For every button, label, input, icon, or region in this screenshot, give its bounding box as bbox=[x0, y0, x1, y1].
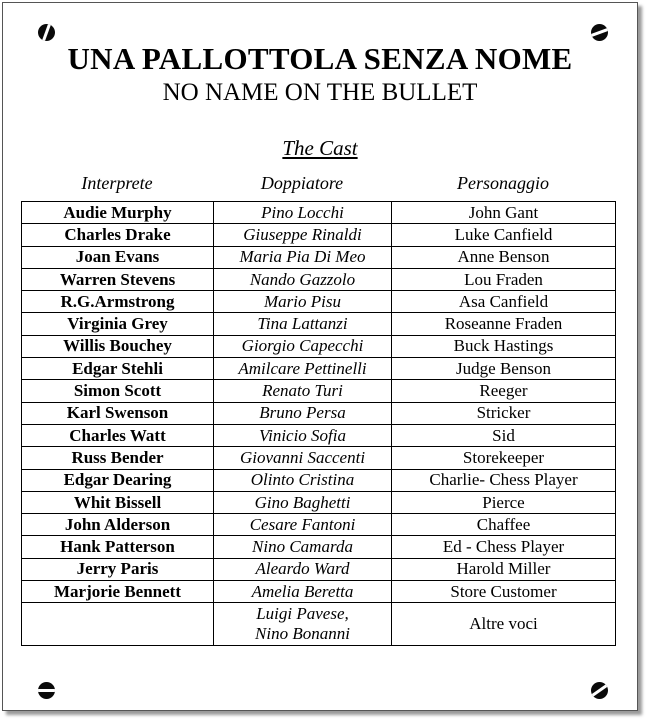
table-row bbox=[22, 313, 616, 335]
actor-cell: Edgar Stehli bbox=[22, 358, 214, 380]
voice-actor-cell: Amelia Beretta bbox=[214, 581, 392, 603]
table-row bbox=[22, 536, 616, 558]
table-row bbox=[22, 335, 616, 357]
character-cell: Luke Canfield bbox=[392, 224, 616, 246]
voice-actor-cell: Cesare Fantoni bbox=[214, 514, 392, 536]
character-cell: Charlie- Chess Player bbox=[392, 469, 616, 491]
voice-actor-cell: Giuseppe Rinaldi bbox=[214, 224, 392, 246]
table-row bbox=[22, 224, 616, 246]
voice-actor-cell: Giorgio Capecchi bbox=[214, 335, 392, 357]
page-subtitle: NO NAME ON THE BULLET bbox=[162, 79, 478, 106]
table-row bbox=[22, 491, 616, 513]
voice-actor-cell: Gino Baghetti bbox=[214, 491, 392, 513]
table-row-other-voices bbox=[22, 603, 616, 646]
cast-table-body bbox=[22, 202, 616, 646]
voice-actor-cell: Giovanni Saccenti bbox=[214, 447, 392, 469]
actor-cell: Charles Drake bbox=[22, 224, 214, 246]
actor-cell: Virginia Grey bbox=[22, 313, 214, 335]
actor-cell: Karl Swenson bbox=[22, 402, 214, 424]
column-header-interprete: Interprete bbox=[81, 173, 153, 193]
screw-icon-bottom-right bbox=[591, 682, 608, 699]
actor-cell: John Alderson bbox=[22, 514, 214, 536]
actor-cell bbox=[22, 603, 214, 646]
column-header-personaggio: Personaggio bbox=[457, 173, 549, 193]
table-row bbox=[22, 514, 616, 536]
voice-actor-cell: Olinto Cristina bbox=[214, 469, 392, 491]
table-row bbox=[22, 358, 616, 380]
actor-cell: Jerry Paris bbox=[22, 558, 214, 580]
table-row bbox=[22, 380, 616, 402]
character-cell: Pierce bbox=[392, 491, 616, 513]
actor-cell: Willis Bouchey bbox=[22, 335, 214, 357]
character-cell: Altre voci bbox=[392, 603, 616, 646]
table-row bbox=[22, 268, 616, 290]
table-row bbox=[22, 581, 616, 603]
table-row bbox=[22, 402, 616, 424]
voice-actor-line: Nino Bonanni bbox=[255, 624, 350, 644]
character-cell: Store Customer bbox=[392, 581, 616, 603]
character-cell: Harold Miller bbox=[392, 558, 616, 580]
screw-icon-bottom-left bbox=[38, 682, 55, 699]
cast-plaque bbox=[2, 2, 638, 711]
character-cell: Lou Fraden bbox=[392, 268, 616, 290]
actor-cell: Audie Murphy bbox=[22, 202, 214, 224]
character-cell: Chaffee bbox=[392, 514, 616, 536]
voice-actor-cell: Bruno Persa bbox=[214, 402, 392, 424]
actor-cell: Joan Evans bbox=[22, 246, 214, 268]
voice-actor-cell: Pino Locchi bbox=[214, 202, 392, 224]
character-cell: John Gant bbox=[392, 202, 616, 224]
character-cell: Asa Canfield bbox=[392, 291, 616, 313]
character-cell: Sid bbox=[392, 424, 616, 446]
voice-actor-line: Luigi Pavese, bbox=[256, 604, 349, 624]
table-row bbox=[22, 246, 616, 268]
page-title: UNA PALLOTTOLA SENZA NOME bbox=[67, 41, 573, 76]
character-cell: Judge Benson bbox=[392, 358, 616, 380]
column-header-doppiatore: Doppiatore bbox=[260, 173, 344, 193]
character-cell: Buck Hastings bbox=[392, 335, 616, 357]
voice-actor-cell: Renato Turi bbox=[214, 380, 392, 402]
voice-actor-cell: Mario Pisu bbox=[214, 291, 392, 313]
voice-actor-cell: Aleardo Ward bbox=[214, 558, 392, 580]
actor-cell: Hank Patterson bbox=[22, 536, 214, 558]
table-row bbox=[22, 291, 616, 313]
table-row bbox=[22, 202, 616, 224]
table-row bbox=[22, 424, 616, 446]
character-cell: Ed - Chess Player bbox=[392, 536, 616, 558]
character-cell: Storekeeper bbox=[392, 447, 616, 469]
actor-cell: Russ Bender bbox=[22, 447, 214, 469]
character-cell: Anne Benson bbox=[392, 246, 616, 268]
voice-actor-cell: Maria Pia Di Meo bbox=[214, 246, 392, 268]
voice-actor-cell bbox=[214, 603, 392, 646]
table-row bbox=[22, 558, 616, 580]
actor-cell: Charles Watt bbox=[22, 424, 214, 446]
actor-cell: Simon Scott bbox=[22, 380, 214, 402]
table-row bbox=[22, 469, 616, 491]
table-row bbox=[22, 447, 616, 469]
character-cell: Reeger bbox=[392, 380, 616, 402]
voice-actor-cell: Nino Camarda bbox=[214, 536, 392, 558]
actor-cell: Edgar Dearing bbox=[22, 469, 214, 491]
voice-actor-cell: Vinicio Sofia bbox=[214, 424, 392, 446]
actor-cell: Marjorie Bennett bbox=[22, 581, 214, 603]
actor-cell: R.G.Armstrong bbox=[22, 291, 214, 313]
voice-actor-cell: Tina Lattanzi bbox=[214, 313, 392, 335]
cast-heading: The Cast bbox=[282, 136, 358, 160]
character-cell: Roseanne Fraden bbox=[392, 313, 616, 335]
voice-actor-cell: Amilcare Pettinelli bbox=[214, 358, 392, 380]
cast-table bbox=[21, 201, 616, 646]
voice-actor-cell: Nando Gazzolo bbox=[214, 268, 392, 290]
actor-cell: Warren Stevens bbox=[22, 268, 214, 290]
actor-cell: Whit Bissell bbox=[22, 491, 214, 513]
character-cell: Stricker bbox=[392, 402, 616, 424]
